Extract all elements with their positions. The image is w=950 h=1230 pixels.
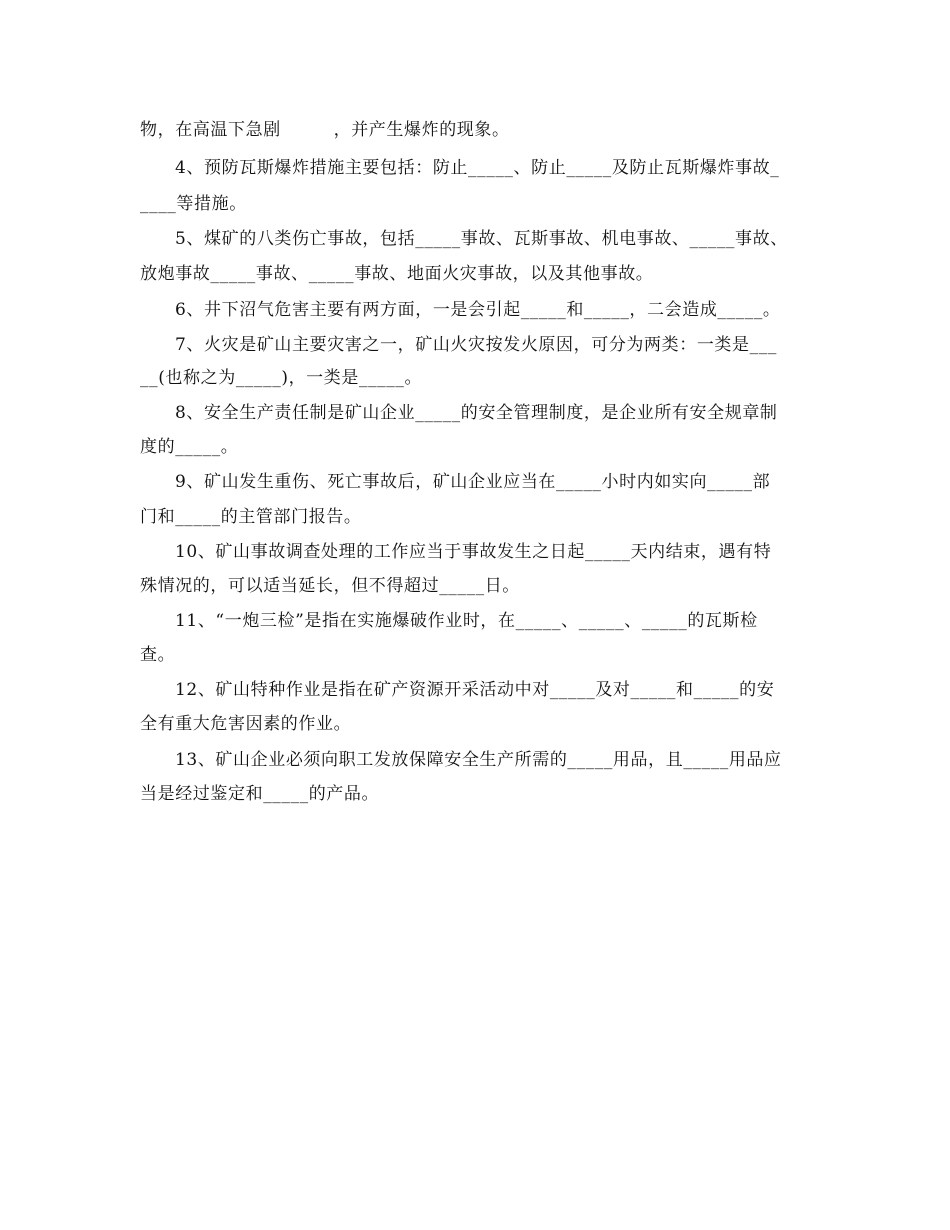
text-line: 查。: [140, 645, 176, 665]
text-line: 放炮事故_____事故、_____事故、地面火灾事故，以及其他事故。: [140, 264, 654, 284]
text-line: ____等措施。: [140, 194, 247, 214]
question-7: 7、火灾是矿山主要灾害之一，矿山火灾按发火原因，可分为两类：一类是___: [175, 335, 777, 355]
text-line: 度的_____。: [140, 437, 239, 457]
text-line: 殊情况的，可以适当延长，但不得超过_____日。: [140, 576, 520, 596]
question-4: 4、预防瓦斯爆炸措施主要包括：防止_____、防止_____及防止瓦斯爆炸事故_: [175, 158, 780, 178]
question-12: 12、矿山特种作业是指在矿产资源开采活动中对_____及对_____和_____的安: [175, 680, 775, 700]
text-line: 全有重大危害因素的作业。: [140, 714, 352, 734]
question-5: 5、煤矿的八类伤亡事故，包括_____事故、瓦斯事故、机电事故、_____事故、: [175, 229, 788, 249]
question-9: 9、矿山发生重伤、死亡事故后，矿山企业应当在_____小时内如实向_____部: [175, 472, 771, 492]
question-10: 10、矿山事故调查处理的工作应当于事故发生之日起_____天内结束，遇有特: [175, 542, 772, 562]
text-line: 门和_____的主管部门报告。: [140, 507, 362, 527]
question-11: 11、“一炮三检”是指在实施爆破作业时，在_____、_____、_____的瓦斯检: [175, 611, 758, 631]
question-8: 8、安全生产责任制是矿山企业_____的安全管理制度，是企业所有安全规章制: [175, 403, 778, 423]
text-line: __(也称之为_____)，一类是_____。: [140, 368, 423, 388]
text-line: 当是经过鉴定和_____的产品。: [140, 784, 380, 804]
question-13: 13、矿山企业必须向职工发放保障安全生产所需的_____用品，且_____用品应: [175, 750, 782, 770]
text-line: 物，在高温下急剧 ，并产生爆炸的现象。: [140, 120, 510, 140]
question-6: 6、井下沼气危害主要有两方面，一是会引起_____和_____，二会造成_____。: [175, 300, 781, 320]
